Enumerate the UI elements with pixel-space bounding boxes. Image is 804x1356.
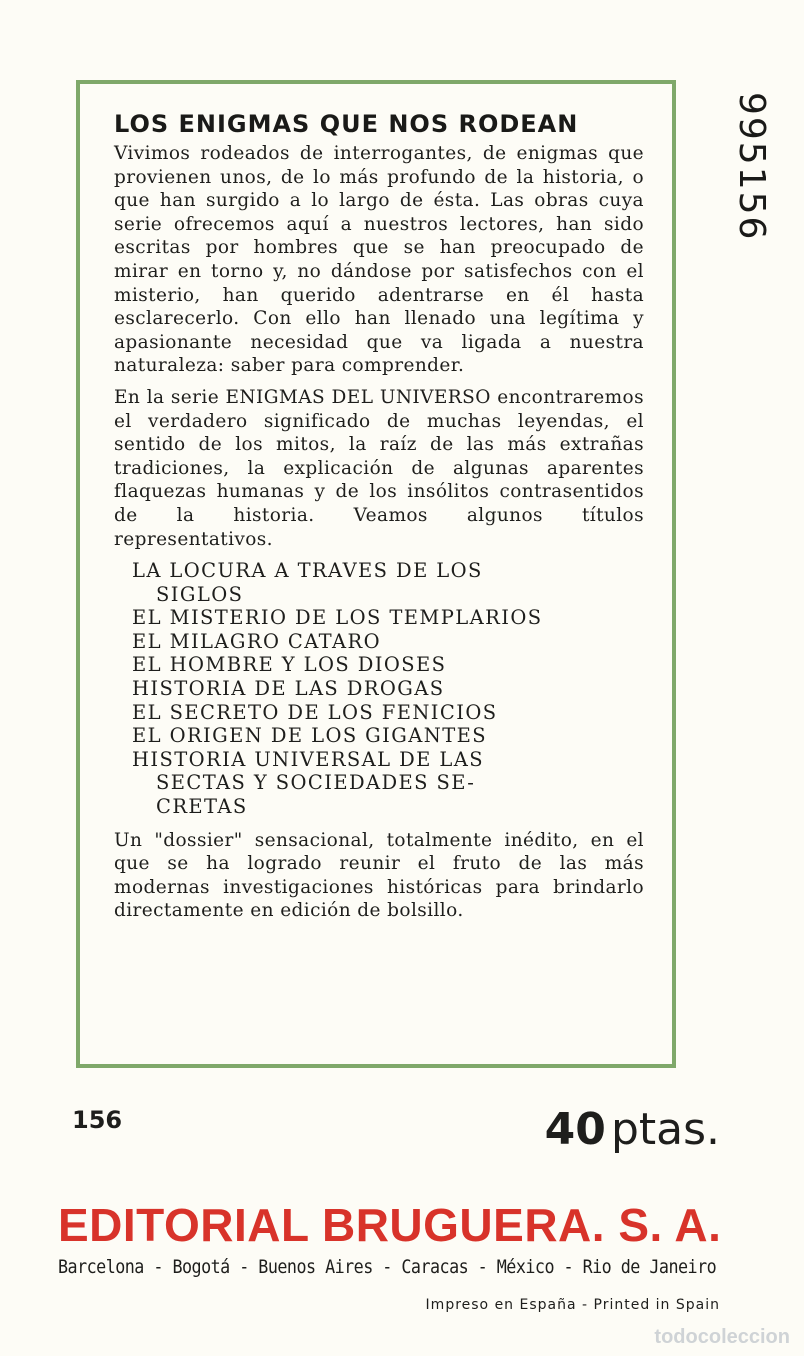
title-line: EL HOMBRE Y LOS DIOSES [132, 653, 447, 677]
title-line: EL SECRETO DE LOS FENICIOS [132, 700, 498, 724]
title-line: HISTORIA UNIVERSAL DE LAS [132, 747, 484, 771]
title-line: HISTORIA DE LAS DROGAS [132, 677, 445, 701]
price [545, 1104, 720, 1155]
titles-list [132, 559, 644, 819]
printed-in: Impreso en España - Printed in Spain [425, 1297, 720, 1313]
title-line: CRETAS [156, 795, 248, 819]
title-line: SECTAS Y SOCIEDADES SE- [156, 771, 476, 795]
title-line: EL ORIGEN DE LOS GIGANTES [132, 724, 487, 748]
series-number: 156 [72, 1106, 123, 1134]
intro-paragraph: Vivimos rodeados de interrogantes, de enigmas que provienen unos, de lo más profundo de la historia, o que han surgido a lo largo de ésta. Las obras cuya serie ofrecemos aquí a nuestros lectores, han sido escritas por hombres que se han preocupado de mirar en torno y, no dándose por satisfechos con el misterio, han querido adentrarse en él hasta esclarecerlo. Con ello han llenado una legítima y apasionante necesidad que va ligada a nuestra naturaleza: saber para comprender. [114, 143, 644, 377]
dossier-paragraph: Un "dossier" sensacional, totalmente inédito, en el que se ha logrado reunir el fruto de las más modernas investigaciones históricas para brindarlo directamente en edición de bolsillo. [114, 829, 644, 922]
text-frame [76, 80, 676, 1068]
publisher-cities: Barcelona - Bogotá - Buenos Aires - Caracas - México - Rio de Janeiro [58, 1256, 717, 1278]
box-heading: LOS ENIGMAS QUE NOS RODEAN [114, 110, 579, 138]
title-line: SIGLOS [156, 582, 244, 606]
vertical-catalog-number: 995156 [731, 92, 772, 242]
series-paragraph: En la serie ENIGMAS DEL UNIVERSO encontraremos el verdadero significado de muchas leyendas, el sentido de los mitos, la raíz de las más extrañas tradiciones, la explicación de algunas aparentes flaquezas humanas y de los insólitos contrasentidos de la historia. Veamos algunos títulos representativos. [114, 386, 644, 550]
frame-content [114, 110, 644, 931]
title-line: EL MISTERIO DE LOS TEMPLARIOS [132, 606, 543, 630]
price-amount: 40 [544, 1104, 606, 1155]
price-unit: ptas. [610, 1104, 720, 1155]
title-line: EL MILAGRO CATARO [132, 629, 381, 653]
watermark-logo: todocoleccion [654, 1326, 790, 1348]
publisher-name: EDITORIAL BRUGUERA. S. A. [58, 1199, 722, 1251]
title-line: LA LOCURA A TRAVES DE LOS [132, 559, 483, 583]
